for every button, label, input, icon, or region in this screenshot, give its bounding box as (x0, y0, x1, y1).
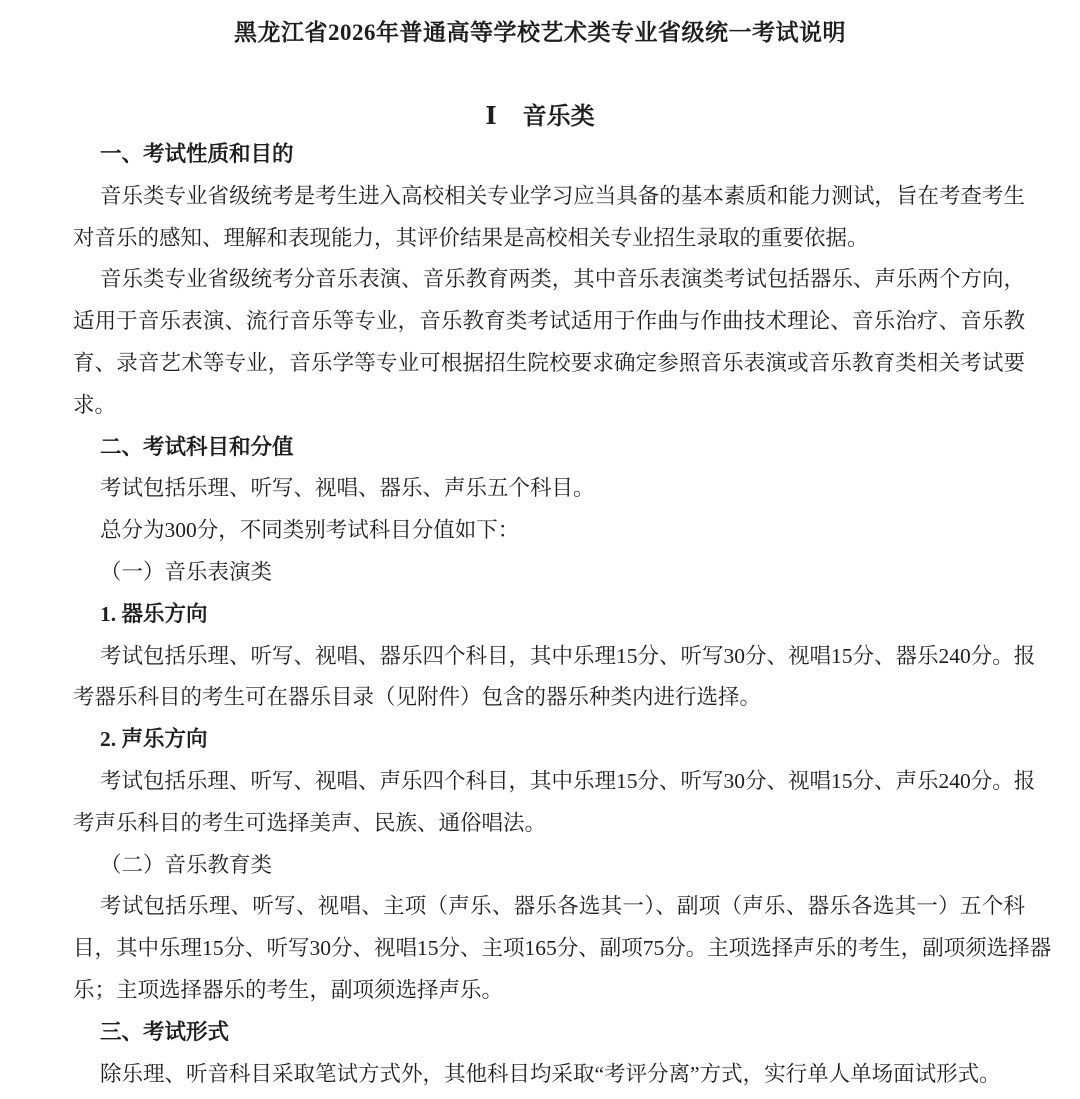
document-body (73, 134, 1052, 1095)
text-line: 一、考试性质和目的 (100, 142, 294, 166)
document-title: 黑龙江省2026年普通高等学校艺术类专业省级统一考试说明 (234, 20, 846, 45)
text-line: 考器乐科目的考生可在器乐目录（见附件）包含的器乐种类内进行选择。 (73, 685, 762, 710)
text-line: 总分为300分，不同类别考试科目分值如下： (100, 518, 520, 543)
text-line: 三、考试形式 (100, 1019, 230, 1044)
text-line: 考试包括乐理、听写、视唱、器乐、声乐五个科目。 (100, 476, 595, 501)
text-line: 2. 声乐方向 (100, 727, 208, 752)
text-line: （一）音乐表演类 (100, 559, 273, 584)
text-line: 音乐类专业省级统考是考生进入高校相关专业学习应当具备的基本素质和能力测试，旨在考查考生 (100, 183, 1025, 208)
text-line: 目，其中乐理15分、听写30分、视唱15分、主项165分、副项75分。主项选择声乐的考生，副项须选择器 (73, 936, 1052, 961)
text-line: 乐；主项选择器乐的考生，副项须选择声乐。 (73, 977, 504, 1002)
text-line: 1. 器乐方向 (100, 601, 208, 626)
text-line: 对音乐的感知、理解和表现能力，其评价结果是高校相关专业招生录取的重要依据。 (73, 225, 869, 250)
text-line: 考声乐科目的考生可选择美声、民族、通俗唱法。 (73, 810, 547, 835)
text-line: 考试包括乐理、听写、视唱、声乐四个科目，其中乐理15分、听写30分、视唱15分、声乐240分。报 (100, 768, 1036, 793)
text-line: 除乐理、听音科目采取笔试方式外，其他科目均采取“考评分离”方式，实行单人单场面试形式。 (100, 1061, 1001, 1086)
text-line: 求。 (73, 392, 117, 417)
text-line: 考试包括乐理、听写、视唱、主项（声乐、器乐各选其一）、副项（声乐、器乐各选其一）五个科 (100, 894, 1025, 919)
text-line: 音乐类专业省级统考分音乐表演、音乐教育两类，其中音乐表演类考试包括器乐、声乐两个方向， (100, 267, 1025, 292)
category-name: 音乐类 (522, 104, 595, 130)
text-line: 考试包括乐理、听写、视唱、器乐四个科目，其中乐理15分、听写30分、视唱15分、器乐240分。报 (100, 643, 1036, 668)
text-line: 二、考试科目和分值 (100, 434, 294, 459)
category-numeral: Ⅰ (485, 104, 497, 130)
text-line: 适用于音乐表演、流行音乐等专业，音乐教育类考试适用于作曲与作曲技术理论、音乐治疗、音乐教 (73, 309, 1025, 334)
text-line: （二）音乐教育类 (100, 852, 273, 877)
category-heading (0, 96, 1080, 131)
text-line: 育、录音艺术等专业，音乐学等专业可根据招生院校要求确定参照音乐表演或音乐教育类相关考试要 (73, 350, 1025, 375)
